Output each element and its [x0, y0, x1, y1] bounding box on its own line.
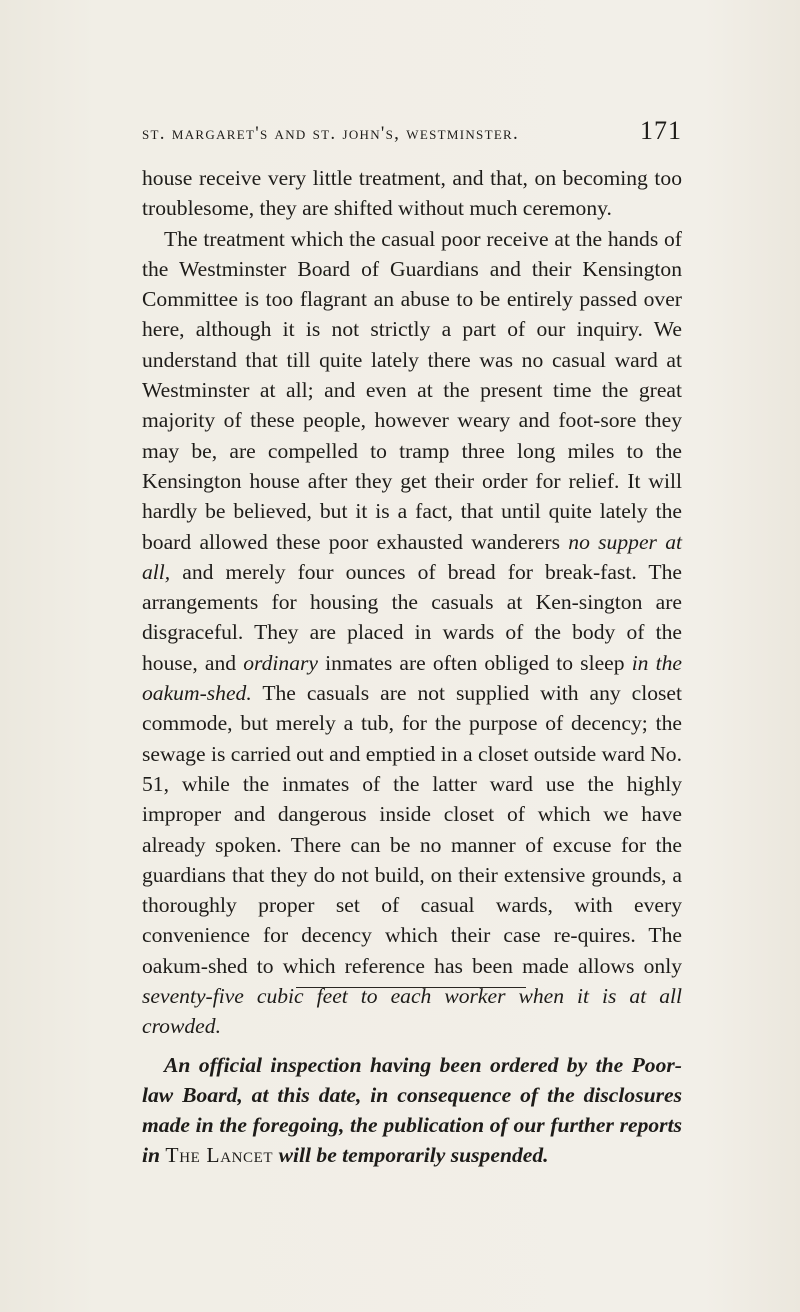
journal-name: The Lancet	[165, 1143, 274, 1168]
paragraph-text: inmates are often obliged to sleep	[317, 650, 632, 675]
paragraph-casual-wards	[142, 224, 682, 1042]
editorial-notice	[142, 1050, 682, 1171]
paragraph-text: and merely four ounces of bread for break-fast. The arrangements for housing the casuals at Ken-sington are disgraceful. They are placed in wards of the body of the house, and	[142, 559, 682, 675]
body-text	[142, 163, 682, 1042]
section-divider	[296, 987, 526, 988]
italic-phrase: ordinary	[243, 650, 318, 675]
paragraph-text: The casuals are not supplied with any closet commode, but merely a tub, for the purpose of decency; the sewage is carried out and emptied in a closet outside ward No. 51, while the inmates of the latter ward use the highly improper and dangerous inside closet of which we have already spoken. There can be no manner of excuse for the guardians that they do not build, on their extensive grounds, a thoroughly proper set of casual wards, with every convenience for decency which their case re-quires. The oakum-shed to which reference has been made allows only	[142, 681, 682, 978]
notice-text: An official inspection having been ordered by the Poor-law Board, at this date, in consequence of the disclosures made in the foregoing, the publication of our further reports in	[142, 1052, 682, 1168]
page-number: 171	[640, 116, 682, 145]
italic-phrase: seventy-five cubic feet to each worker when it is at all crowded.	[142, 984, 682, 1039]
italic-phrase: in the oakum-shed.	[142, 650, 682, 706]
paragraph-continuation: house receive very little treatment, and that, on becoming too troublesome, they are shifted without much ceremony.	[142, 166, 682, 221]
running-head: st. margaret's and st. john's, westminster.	[142, 123, 520, 144]
page-header	[142, 116, 682, 152]
italic-phrase: no supper at all,	[142, 529, 683, 584]
paragraph-text: The treatment which the casual poor receive at the hands of the Westminster Board of Guardians and their Kensington Committee is too flagrant an abuse to be entirely passed over here, although it is not strictly a part of our inquiry. We understand that till quite lately there was no casual ward at Westminster at all; and even at the present time the great majority of these people, however weary and foot-sore they may be, are compelled to tramp three long miles to the Kensington house after they get their order for relief. It will hardly be believed, but it is a fact, that until quite lately the board allowed these poor exhausted wanderers	[142, 226, 682, 554]
notice-text: will be temporarily suspended.	[273, 1143, 549, 1168]
